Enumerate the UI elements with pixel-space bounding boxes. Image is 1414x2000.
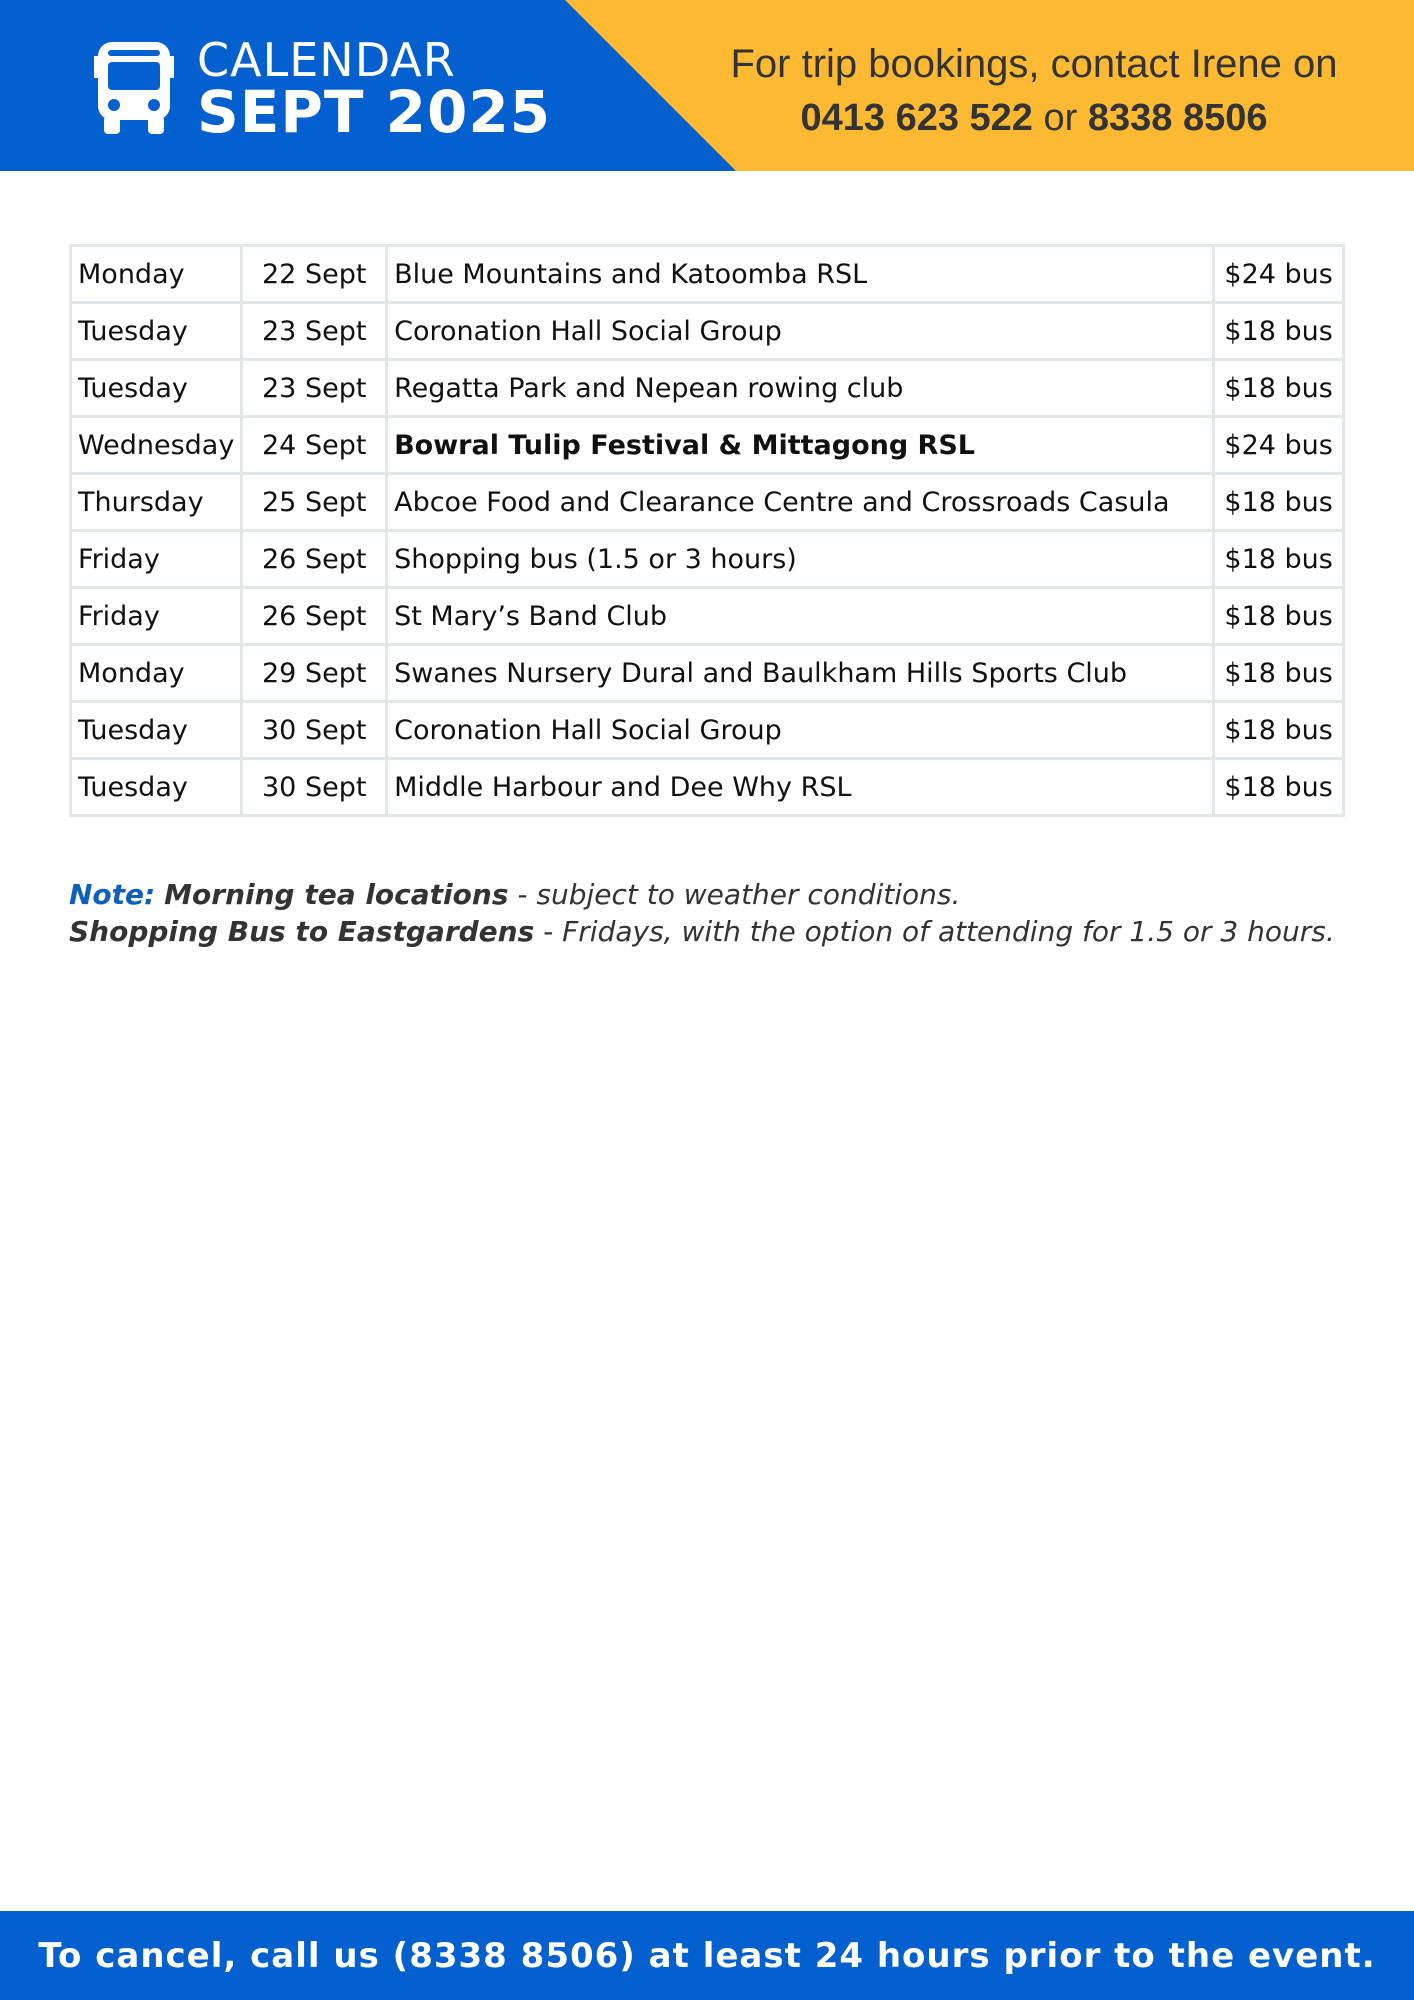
note-label: Note: (69, 878, 156, 911)
event-cell: Abcoe Food and Clearance Centre and Crossroads Casula (387, 474, 1214, 531)
date-cell: 24 Sept (242, 417, 387, 474)
event-cell: Middle Harbour and Dee Why RSL (387, 759, 1214, 816)
table-row (71, 702, 1344, 759)
trip-schedule-body (71, 246, 1344, 816)
table-row (71, 759, 1344, 816)
note-line-2 (69, 913, 1359, 950)
bus-icon (94, 42, 174, 134)
calendar-month: SEPT 2025 (197, 78, 552, 146)
date-cell: 26 Sept (242, 531, 387, 588)
price-cell: $18 bus (1214, 702, 1344, 759)
date-cell: 23 Sept (242, 303, 387, 360)
table-row (71, 303, 1344, 360)
day-cell: Monday (71, 246, 242, 303)
event-cell: Shopping bus (1.5 or 3 hours) (387, 531, 1214, 588)
notes-section (69, 876, 1359, 950)
price-cell: $24 bus (1214, 246, 1344, 303)
contact-info (694, 38, 1374, 146)
date-cell: 25 Sept (242, 474, 387, 531)
event-cell: Coronation Hall Social Group (387, 303, 1214, 360)
phone-mobile[interactable]: 0413 623 522 (800, 97, 1033, 139)
note-shopping-bus-text: - Fridays, with the option of attending for 1.5 or 3 hours. (534, 915, 1335, 948)
phone-separator: or (1043, 97, 1078, 139)
day-cell: Friday (71, 531, 242, 588)
day-cell: Tuesday (71, 303, 242, 360)
cancellation-notice: To cancel, call us (8338 8506) at least 24 hours prior to the event. (38, 1935, 1376, 1976)
note-morning-tea-text: - subject to weather conditions. (508, 878, 961, 911)
event-cell: Bowral Tulip Festival & Mittagong RSL (387, 417, 1214, 474)
day-cell: Tuesday (71, 360, 242, 417)
table-row (71, 417, 1344, 474)
table-row (71, 645, 1344, 702)
footer-banner (0, 1911, 1414, 2000)
note-shopping-bus-title: Shopping Bus to Eastgardens (69, 915, 535, 948)
price-cell: $18 bus (1214, 531, 1344, 588)
day-cell: Tuesday (71, 702, 242, 759)
contact-phones (694, 90, 1374, 146)
price-cell: $24 bus (1214, 417, 1344, 474)
calendar-label: CALENDAR (197, 33, 456, 87)
event-cell: Coronation Hall Social Group (387, 702, 1214, 759)
contact-text: For trip bookings, contact Irene on (730, 42, 1338, 86)
table-row (71, 588, 1344, 645)
day-cell: Tuesday (71, 759, 242, 816)
day-cell: Monday (71, 645, 242, 702)
event-cell: Swanes Nursery Dural and Baulkham Hills Sports Club (387, 645, 1214, 702)
table-row (71, 246, 1344, 303)
date-cell: 22 Sept (242, 246, 387, 303)
date-cell: 29 Sept (242, 645, 387, 702)
note-line-1 (69, 876, 1359, 913)
event-cell: St Mary’s Band Club (387, 588, 1214, 645)
price-cell: $18 bus (1214, 360, 1344, 417)
price-cell: $18 bus (1214, 303, 1344, 360)
note-morning-tea-title: Morning tea locations (164, 878, 509, 911)
day-cell: Wednesday (71, 417, 242, 474)
trip-schedule-table (69, 244, 1345, 817)
price-cell: $18 bus (1214, 645, 1344, 702)
price-cell: $18 bus (1214, 759, 1344, 816)
date-cell: 23 Sept (242, 360, 387, 417)
table-row (71, 360, 1344, 417)
phone-landline[interactable]: 8338 8506 (1087, 97, 1268, 139)
day-cell: Friday (71, 588, 242, 645)
table-row (71, 474, 1344, 531)
date-cell: 30 Sept (242, 702, 387, 759)
date-cell: 30 Sept (242, 759, 387, 816)
price-cell: $18 bus (1214, 474, 1344, 531)
price-cell: $18 bus (1214, 588, 1344, 645)
event-cell: Blue Mountains and Katoomba RSL (387, 246, 1214, 303)
header-banner (0, 0, 1414, 171)
date-cell: 26 Sept (242, 588, 387, 645)
day-cell: Thursday (71, 474, 242, 531)
table-row (71, 531, 1344, 588)
event-cell: Regatta Park and Nepean rowing club (387, 360, 1214, 417)
